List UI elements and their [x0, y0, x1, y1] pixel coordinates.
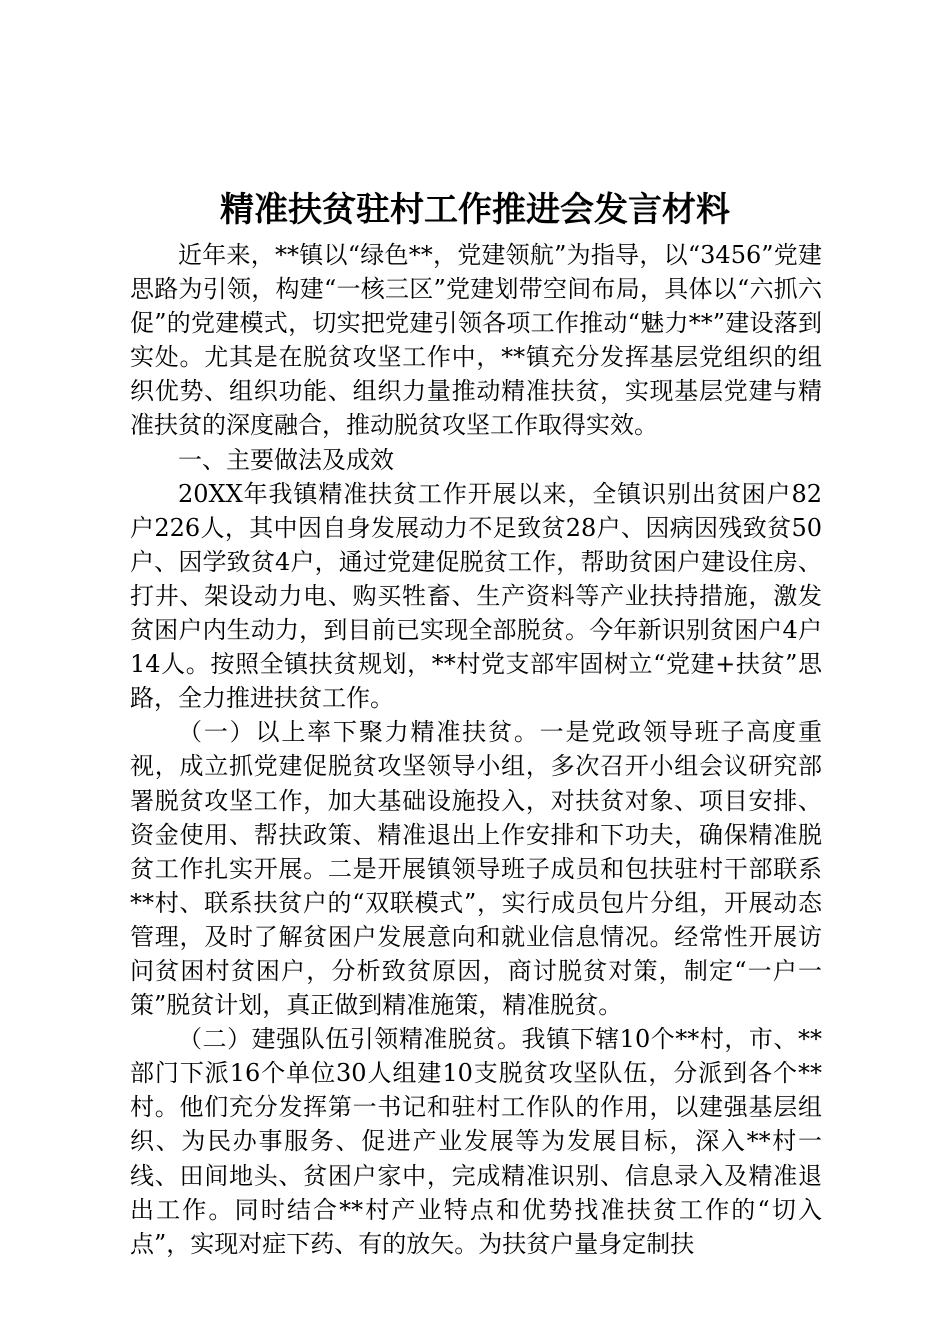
document-title: 精准扶贫驻村工作推进会发言材料	[220, 190, 730, 230]
paragraph-intro: 近年来，**镇以“绿色**，党建领航”为指导，以“3456”党建思路为引领，构建“一核三区”党建划带空间布局，具体以“六抓六促”的党建模式，切实把党建引领各项工作推动“魅力**”建设落到实处。尤其是在脱贫攻坚工作中，**镇充分发挥基层党组织的组织优势、组织功能、组织力量推动精准扶贫，实现基层党建与精准扶贫的深度融合，推动脱贫攻坚工作取得实效。	[130, 241, 822, 440]
section-heading-main-practices: 一、主要做法及成效	[178, 445, 394, 474]
document-body	[130, 238, 822, 1261]
paragraph-section-one: （一）以上率下聚力精准扶贫。一是党政领导班子高度重视，成立抓党建促脱贫攻坚领导小组，多次召开小组会议研究部署脱贫攻坚工作，加大基础设施投入，对扶贫对象、项目安排、资金使用、帮扶政策、精准退出上作安排和下功夫，确保精准脱贫工作扎实开展。二是开展镇领导班子成员和包扶驻村干部联系**村、联系扶贫户的“双联模式”，实行成员包片分组，开展动态管理，及时了解贫困户发展意向和就业信息情况。经常性开展访问贫困村贫困户，分析致贫原因，商讨脱贫对策，制定“一户一策”脱贫计划，真正做到精准施策，精准脱贫。	[130, 718, 822, 1020]
paragraph-section-two: （二）建强队伍引领精准脱贫。我镇下辖10个**村，市、**部门下派16个单位30人组建10支脱贫攻坚队伍，分派到各个**村。他们充分发挥第一书记和驻村工作队的作用，以建强基层组织、为民办事服务、促进产业发展等为发展目标，深入**村一线、田间地头、贫困户家中，完成精准识别、信息录入及精准退出工作。同时结合**村产业特点和优势找准扶贫工作的“切入点”，实现对症下药、有的放矢。为扶贫户量身定制扶	[130, 1025, 822, 1258]
paragraph-overview: 20XX年我镇精准扶贫工作开展以来，全镇识别出贫困户82户226人，其中因自身发展动力不足致贫28户、因病因残致贫50户、因学致贫4户，通过党建促脱贫工作，帮助贫困户建设住房、打井、架设动力电、购买牲畜、生产资料等产业扶持措施，激发贫困户内生动力，到目前已实现全部脱贫。今年新识别贫困户4户14人。按照全镇扶贫规划，**村党支部牢固树立“党建+扶贫”思路，全力推进扶贫工作。	[130, 479, 822, 713]
